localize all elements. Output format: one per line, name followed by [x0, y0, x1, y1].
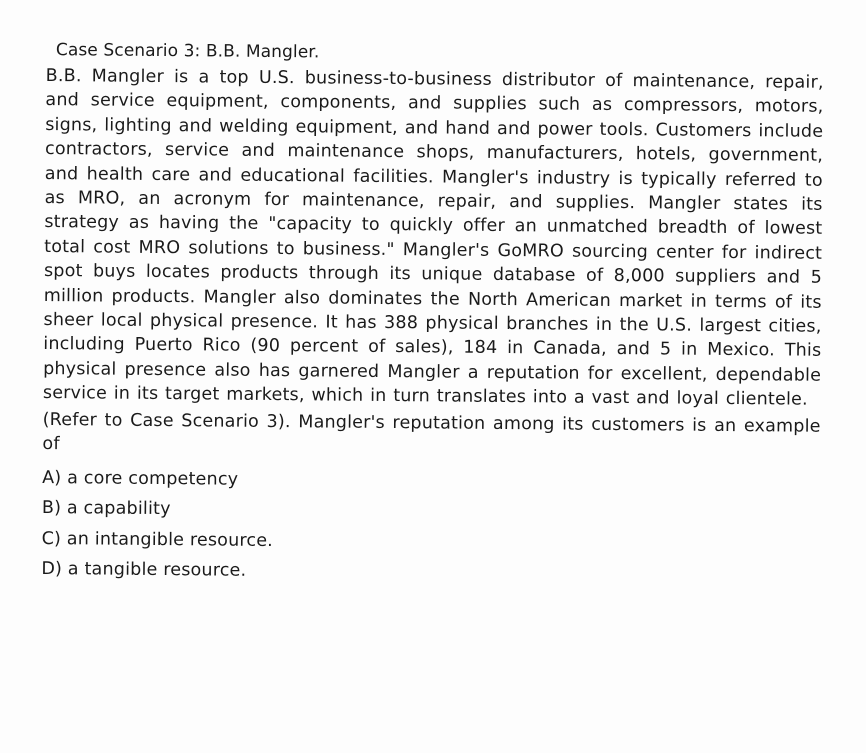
option-c: C) an intangible resource. [41, 528, 274, 551]
question-text: (Refer to Case Scenario 3). Mangler's reputation among its customers is an example of [42, 409, 821, 455]
option-d: D) a tangible resource. [41, 558, 247, 581]
answer-options [41, 462, 820, 591]
case-title: Case Scenario 3: B.B. Mangler. [55, 40, 320, 63]
option-b: B) a capability [41, 497, 171, 520]
case-description: B.B. Mangler is a top U.S. business-to-business distributor of maintenance, repair, and service equipment, components, and supplies such as compressors, motors, signs, lighting and welding equipment, and hand and power tools. Customers include contractors, service and maintenance shops, manufacturers, hotels, government, and health care and educational facilities. Mangler's industry is typically referred to as MRO, an acronym for maintenance, repair, and supplies. Mangler states its strategy as having the "capacity to quickly offer an unmatched breadth of lowest total cost MRO solutions to business." Mangler's GoMRO sourcing center for indirect spot buys locates products through its unique database of 8,000 suppliers and 5 million products. Mangler also dominates the North American market in terms of its sheer local physical presence. It has 388 physical branches in the U.S. largest cities, including Puerto Rico (90 percent of sales), 184 in Canada, and 5 in Mexico. This physical presence also has garnered Mangler a reputation for excellent, dependable service in its target markets, which in turn translates into a vast and loyal clientele. [42, 65, 824, 410]
option-a: A) a core competency [42, 467, 239, 490]
question-document [41, 40, 824, 591]
